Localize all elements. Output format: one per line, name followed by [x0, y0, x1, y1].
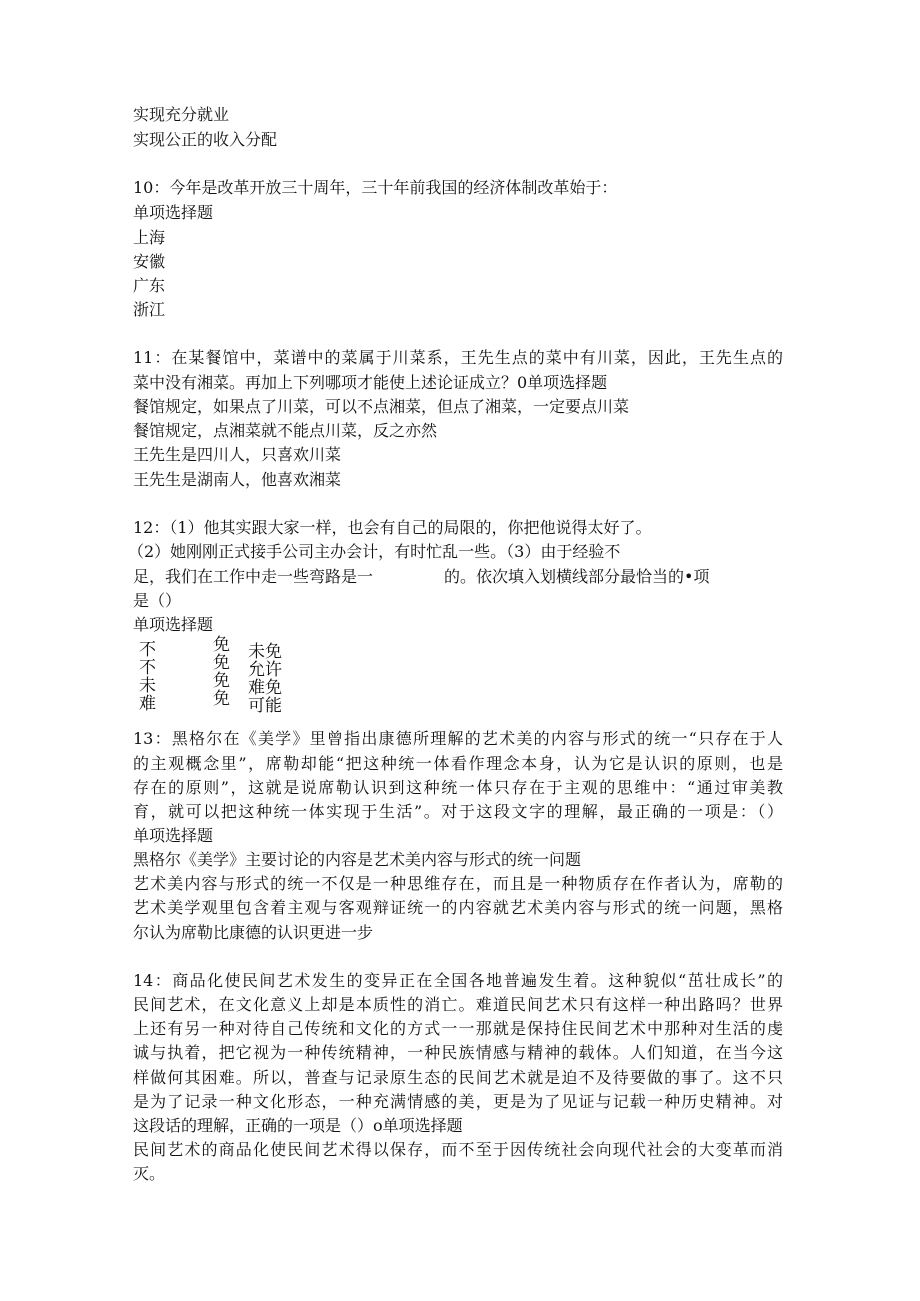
question-14-stem: 这段话的理解，正确的一项是（）o单项选择题 — [133, 1116, 463, 1135]
question-13-stem: 育，就可以把这种统一体实现于生活”。对于这段文字的理解，最正确的一项是：（） — [133, 802, 783, 821]
question-14-stem: 上还有另一种对待自己传统和文化的方式一一那就是保持住民间艺术中那种对生活的虔 — [133, 1019, 783, 1038]
question-11-stem: 11：在某餐馆中，菜谱中的菜属于川菜系，王先生点的菜中有川菜，因此，王先生点的 — [133, 348, 783, 367]
option-line: 餐馆规定，点湘菜就不能点川菜，反之亦然 — [133, 421, 438, 440]
option-column-2 — [213, 636, 230, 708]
option-line: 王先生是四川人，只喜欢川菜 — [133, 445, 342, 464]
question-13-stem: 存在的原则”，这就是说席勒认识到这种统一体只存在于主观的思维中：“通过审美教 — [133, 778, 783, 797]
question-12-stem: 足，我们在工作中走一些弯路是一 — [133, 567, 374, 586]
question-14-stem: 民间艺术，在文化意义上却是本质性的消亡。难道民间艺术只有这样一种出路吗？世界 — [133, 995, 783, 1014]
question-type: 单项选择题 — [133, 615, 214, 634]
question-14-stem: 14：商品化使民间艺术发生的变异正在全国各地普遍发生着。这种貌似“茁壮成长”的 — [133, 971, 783, 990]
option-char: 免 — [213, 653, 230, 673]
option-line: 广东 — [133, 276, 166, 295]
option-line: 实现充分就业 — [133, 105, 230, 124]
option-column-1 — [139, 641, 156, 713]
option-char: 免 — [213, 689, 230, 709]
option-line: 黑格尔《美学》主要讨论的内容是艺术美内容与形式的统一问题 — [133, 850, 582, 869]
question-12-stem: （2）她刚刚正式接手公司主办会计，有时忙乱一些。（3）由于经验不 — [128, 542, 621, 561]
question-type: 单项选择题 — [133, 203, 214, 222]
option-line: 王先生是湖南人，他喜欢湘菜 — [133, 470, 342, 489]
option-column-3 — [248, 643, 282, 715]
option-line: 灭。 — [133, 1164, 166, 1183]
question-type: 单项选择题 — [133, 826, 214, 845]
option-line: 浙江 — [133, 300, 166, 319]
option-line: 上海 — [133, 228, 166, 247]
question-13-stem: 13：黑格尔在《美学》里曾指出康德所理解的艺术美的内容与形式的统一“只存在于人 — [133, 729, 783, 748]
question-14-stem: 样做何其困难。所以，普查与记录原生态的民间艺术就是迫不及待要做的事了。这不只 — [133, 1068, 783, 1087]
option-line: 艺术美学观里包含着主观与客观辩证统一的内容就艺术美内容与形式的统一问题，黑格 — [133, 898, 783, 917]
question-14-stem: 诚与执着，把它视为一种传统精神，一种民族情感与精神的载体。人们知道，在当今这 — [133, 1043, 783, 1062]
option-line: 艺术美内容与形式的统一不仅是一种思维存在，而且是一种物质存在作者认为，席勒的 — [133, 874, 783, 893]
option-word: 未免 — [248, 642, 282, 662]
question-12-stem: 的。依次填入划横线部分最恰当的•项 — [444, 567, 710, 586]
option-line: 实现公正的收入分配 — [133, 130, 278, 149]
option-line: 餐馆规定，如果点了川菜，可以不点湘菜，但点了湘菜，一定要点川菜 — [133, 397, 630, 416]
option-char: 不 — [139, 658, 156, 678]
question-11-stem: 菜中没有湘菜。再加上下列哪项才能使上述论证成立？0单项选择题 — [133, 373, 608, 392]
option-word: 难免 — [248, 678, 282, 698]
option-word: 允许 — [248, 660, 282, 680]
option-line: 尔认为席勒比康德的认识更进一步 — [133, 923, 374, 942]
option-char: 未 — [139, 676, 156, 696]
option-char: 免 — [213, 671, 230, 691]
option-char: 不 — [139, 640, 156, 660]
option-char: 免 — [213, 635, 230, 655]
question-10-stem: 10：今年是改革开放三十周年，三十年前我国的经济体制改革始于： — [133, 178, 618, 197]
option-char: 难 — [139, 694, 156, 714]
question-13-stem: 的主观概念里”，席勒却能“把这种统一体看作理念本身，认为它是认识的原则，也是 — [133, 754, 783, 773]
option-word: 可能 — [248, 696, 282, 716]
question-12-stem: 是（） — [133, 591, 182, 610]
option-line: 民间艺术的商品化使民间艺术得以保存，而不至于因传统社会向现代社会的大变革而消 — [133, 1140, 783, 1159]
question-12-stem: 12：（1）他其实跟大家一样，也会有自己的局限的，你把他说得太好了。 — [133, 518, 652, 537]
option-line: 安徽 — [133, 252, 166, 271]
question-14-stem: 是为了记录一种文化形态，一种充满情感的美，更是为了见证与记载一种历史精神。对 — [133, 1092, 783, 1111]
